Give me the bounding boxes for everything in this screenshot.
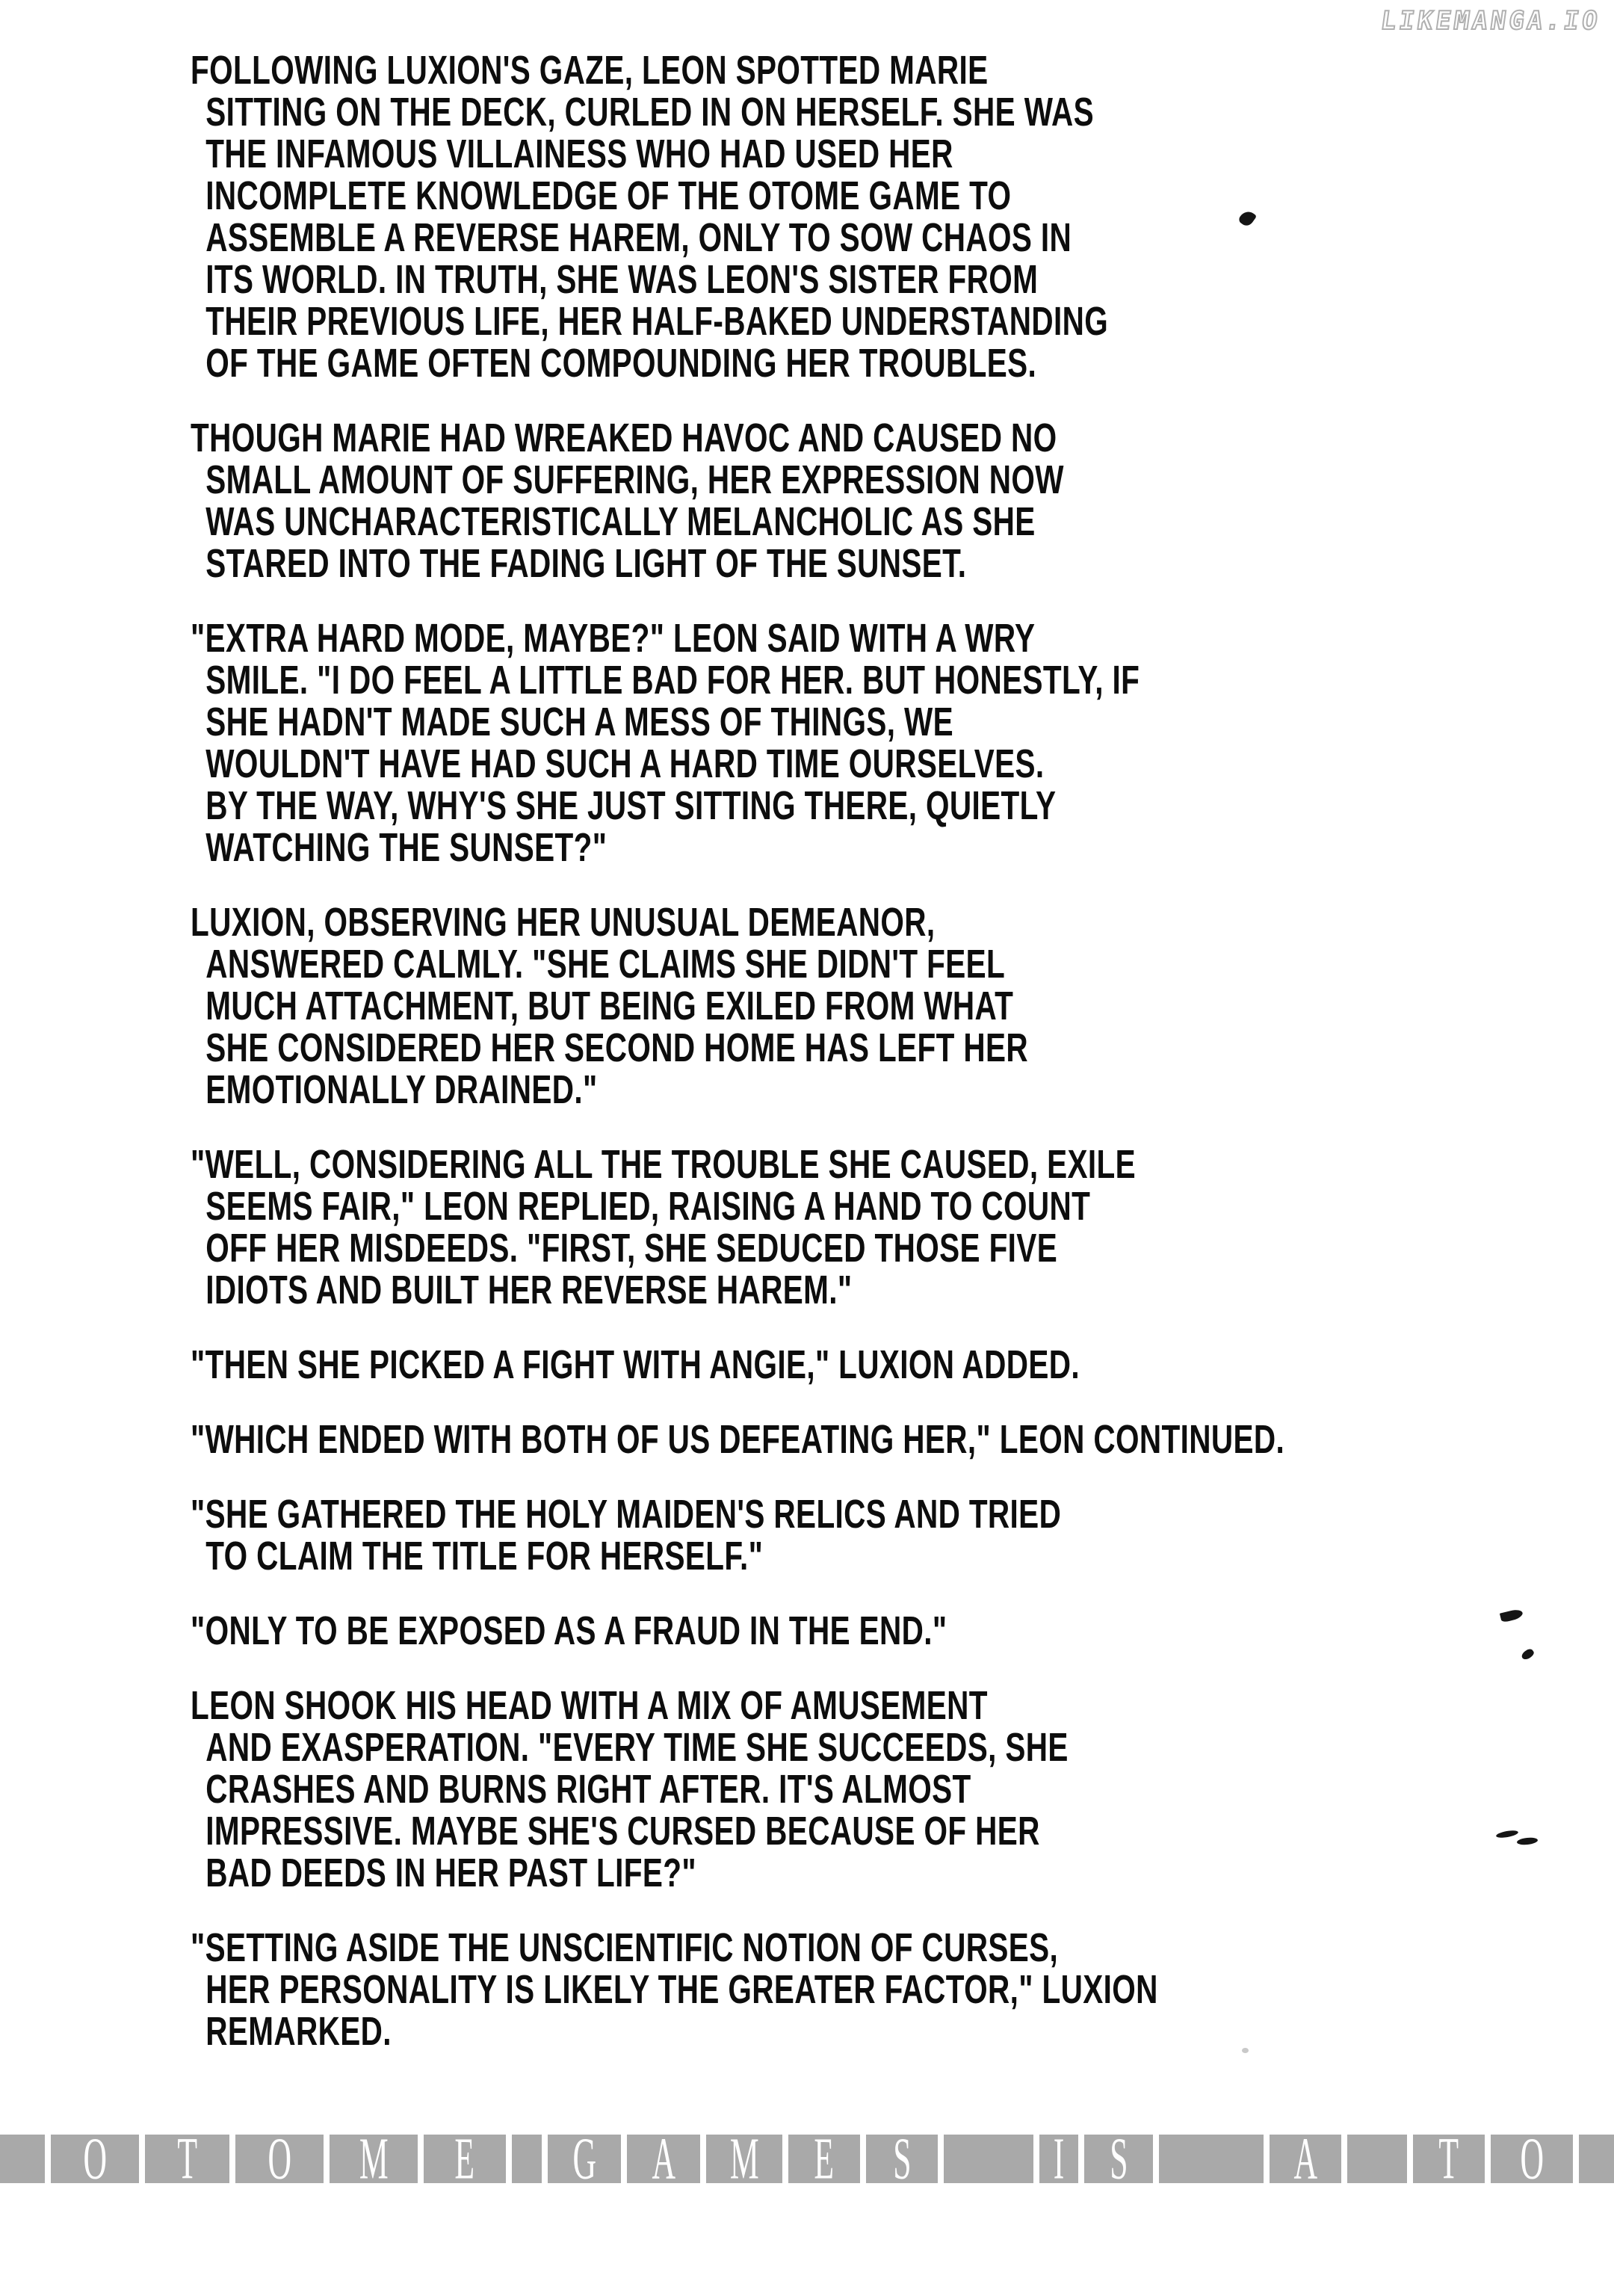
- banner-letter: E: [814, 2135, 835, 2183]
- banner-spacer-block: [1159, 2135, 1264, 2183]
- text-line: IDIOTS AND BUILT HER REVERSE HAREM.": [205, 1268, 853, 1312]
- text-line: TO CLAIM THE TITLE FOR HERSELF.": [205, 1534, 764, 1578]
- text-line: THE INFAMOUS VILLAINESS WHO HAD USED HER: [205, 132, 953, 176]
- banner-letter-block: [788, 2135, 860, 2183]
- banner-letter: G: [572, 2135, 596, 2183]
- paragraph: [191, 1610, 1536, 1652]
- banner-letter: M: [729, 2135, 759, 2183]
- banner-letter-block: [1491, 2135, 1573, 2183]
- text-line: BY THE WAY, WHY'S SHE JUST SITTING THERE, QUIETLY: [205, 783, 1057, 828]
- banner-letter: S: [1109, 2135, 1128, 2183]
- text-line: MUCH ATTACHMENT, BUT BEING EXILED FROM WHAT: [205, 984, 1014, 1028]
- text-line: "EXTRA HARD MODE, MAYBE?" LEON SAID WITH A WRY: [191, 616, 1036, 661]
- text-line: LEON SHOOK HIS HEAD WITH A MIX OF AMUSEMENT: [191, 1683, 988, 1728]
- text-line: REMARKED.: [205, 2009, 392, 2054]
- text-line: "SETTING ASIDE THE UNSCIENTIFIC NOTION OF CURSES,: [191, 1925, 1059, 1970]
- text-line: STARED INTO THE FADING LIGHT OF THE SUNSET.: [205, 541, 967, 586]
- text-line: THOUGH MARIE HAD WREAKED HAVOC AND CAUSED NO: [191, 416, 1057, 460]
- banner-spacer-block: [1347, 2135, 1407, 2183]
- banner-spacer-block: [512, 2135, 542, 2183]
- text-line: "ONLY TO BE EXPOSED AS A FRAUD IN THE END.": [191, 1608, 947, 1653]
- banner-letter: I: [1053, 2135, 1065, 2183]
- banner-letter-block: [548, 2135, 621, 2183]
- banner-letter-block: [235, 2135, 324, 2183]
- banner-letter: O: [83, 2135, 107, 2183]
- banner-letter: T: [1438, 2135, 1459, 2183]
- banner-letter: E: [454, 2135, 475, 2183]
- banner-letter-block: [424, 2135, 506, 2183]
- banner-letter-block: [1084, 2135, 1153, 2183]
- text-line: WATCHING THE SUNSET?": [205, 825, 607, 870]
- text-line: THEIR PREVIOUS LIFE, HER HALF-BAKED UNDERSTANDING: [205, 299, 1109, 344]
- banner-letter-block: [706, 2135, 782, 2183]
- text-line: SMILE. "I DO FEEL A LITTLE BAD FOR HER. BUT HONESTLY, IF: [205, 658, 1140, 703]
- banner-letter: S: [892, 2135, 912, 2183]
- text-line: ASSEMBLE A REVERSE HAREM, ONLY TO SOW CHAOS IN: [205, 215, 1072, 260]
- text-line: BAD DEEDS IN HER PAST LIFE?": [205, 1851, 696, 1895]
- text-line: SHE HADN'T MADE SUCH A MESS OF THINGS, WE: [205, 700, 954, 744]
- banner-spacer-block: [944, 2135, 1033, 2183]
- paragraph: [191, 1685, 1536, 1894]
- text-line: OF THE GAME OFTEN COMPOUNDING HER TROUBLES.: [205, 341, 1037, 386]
- ink-speck: [1242, 2048, 1249, 2053]
- banner-letter-block: [51, 2135, 139, 2183]
- paragraph: [191, 1419, 1536, 1460]
- banner-letter-block: [866, 2135, 938, 2183]
- text-line: INCOMPLETE KNOWLEDGE OF THE OTOME GAME TO: [205, 173, 1012, 218]
- text-line: AND EXASPERATION. "EVERY TIME SHE SUCCEEDS, SHE: [205, 1725, 1069, 1770]
- text-line: HER PERSONALITY IS LIKELY THE GREATER FACTOR," LUXION: [205, 1967, 1158, 2012]
- paragraph: [191, 49, 1536, 384]
- paragraph: [191, 1344, 1536, 1386]
- text-line: ANSWERED CALMLY. "SHE CLAIMS SHE DIDN'T FEEL: [205, 942, 1006, 987]
- paragraph: [191, 1493, 1536, 1577]
- text-line: LUXION, OBSERVING HER UNUSUAL DEMEANOR,: [191, 900, 936, 945]
- text-line: FOLLOWING LUXION'S GAZE, LEON SPOTTED MARIE: [191, 48, 989, 93]
- banner-letter: A: [1293, 2135, 1317, 2183]
- paragraph: [191, 417, 1536, 584]
- banner-letter-block: [627, 2135, 700, 2183]
- text-line: WAS UNCHARACTERISTICALLY MELANCHOLIC AS SHE: [205, 499, 1036, 544]
- text-line: "WELL, CONSIDERING ALL THE TROUBLE SHE CAUSED, EXILE: [191, 1142, 1137, 1187]
- banner-letter-block: [145, 2135, 229, 2183]
- banner-spacer-block: [1579, 2135, 1614, 2183]
- text-line: SHE CONSIDERED HER SECOND HOME HAS LEFT HER: [205, 1025, 1028, 1070]
- banner-letter: T: [177, 2135, 197, 2183]
- text-line: "THEN SHE PICKED A FIGHT WITH ANGIE," LUXION ADDED.: [191, 1342, 1080, 1387]
- text-line: SEEMS FAIR," LEON REPLIED, RAISING A HAND TO COUNT: [205, 1184, 1091, 1229]
- text-line: ITS WORLD. IN TRUTH, SHE WAS LEON'S SISTER FROM: [205, 257, 1039, 302]
- paragraph: [191, 901, 1536, 1111]
- text-line: IMPRESSIVE. MAYBE SHE'S CURSED BECAUSE OF HER: [205, 1809, 1040, 1854]
- text-line: "SHE GATHERED THE HOLY MAIDEN'S RELICS AND TRIED: [191, 1492, 1062, 1537]
- paragraph: [191, 617, 1536, 868]
- banner-spacer-block: [0, 2135, 45, 2183]
- text-line: OFF HER MISDEEDS. "FIRST, SHE SEDUCED THOSE FIVE: [205, 1226, 1058, 1271]
- banner-letter-block: [1270, 2135, 1341, 2183]
- banner-letter: M: [359, 2135, 389, 2183]
- text-line: EMOTIONALLY DRAINED.": [205, 1067, 598, 1112]
- banner-letter-block: [330, 2135, 418, 2183]
- paragraph: [191, 1144, 1536, 1311]
- text-line: SITTING ON THE DECK, CURLED IN ON HERSELF. SHE WAS: [205, 90, 1095, 135]
- text-line: SMALL AMOUNT OF SUFFERING, HER EXPRESSION NOW: [205, 457, 1064, 502]
- story-text: [191, 49, 1536, 2085]
- banner-letter: O: [268, 2135, 291, 2183]
- paragraph: [191, 1927, 1536, 2052]
- banner-letter: O: [1520, 2135, 1544, 2183]
- text-line: "WHICH ENDED WITH BOTH OF US DEFEATING HER," LEON CONTINUED.: [191, 1417, 1285, 1462]
- text-line: CRASHES AND BURNS RIGHT AFTER. IT'S ALMOST: [205, 1767, 971, 1812]
- site-watermark: LIKEMANGA.IO: [1379, 6, 1603, 36]
- text-line: WOULDN'T HAVE HAD SUCH A HARD TIME OURSELVES.: [205, 741, 1045, 786]
- banner-letter: A: [652, 2135, 675, 2183]
- footer-title-banner: [0, 2135, 1614, 2183]
- banner-letter-block: [1039, 2135, 1078, 2183]
- banner-letter-block: [1413, 2135, 1485, 2183]
